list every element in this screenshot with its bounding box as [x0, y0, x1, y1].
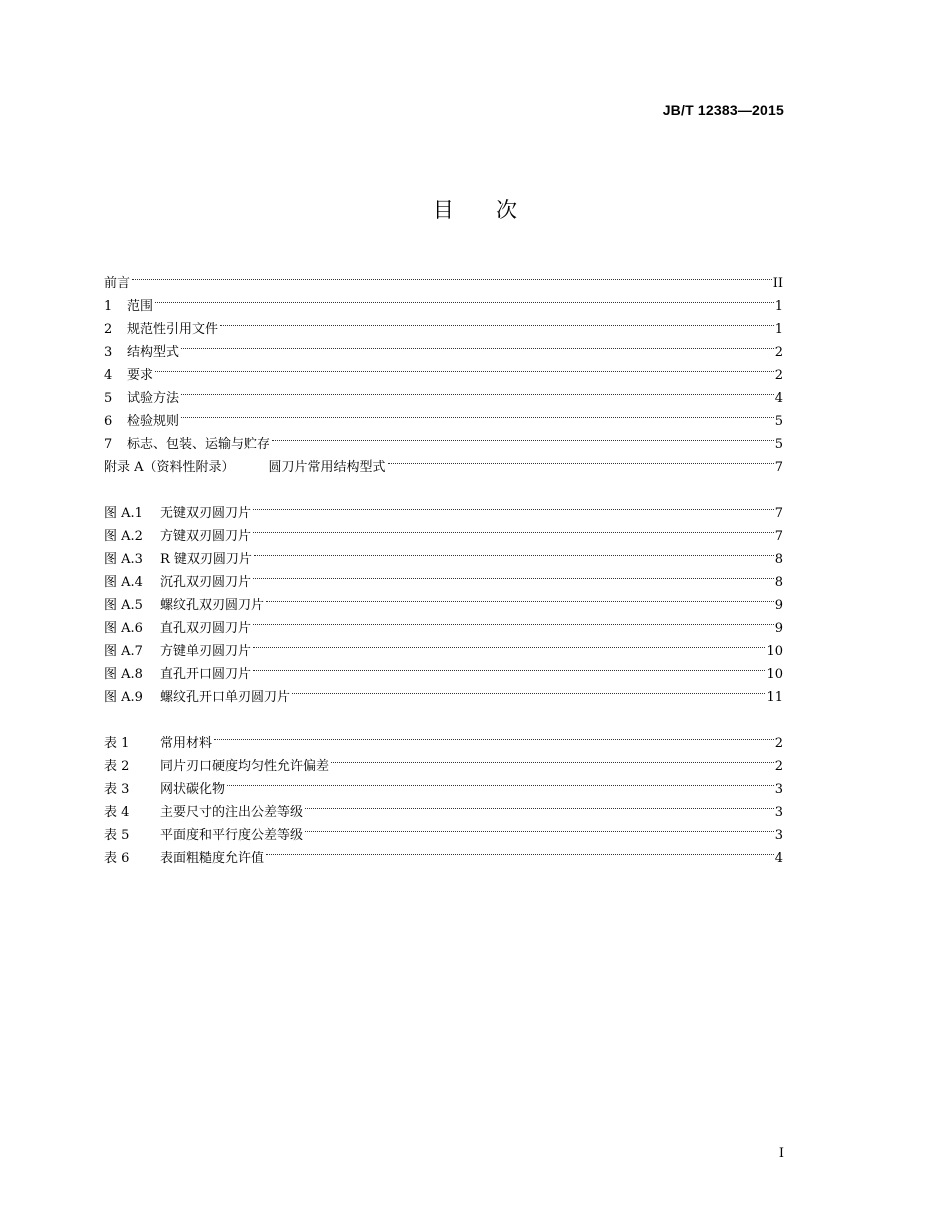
toc-entry-number: 图 A.3 — [104, 552, 143, 567]
toc-entry-section-3[interactable] — [104, 333, 783, 360]
dot-leader — [181, 333, 774, 356]
toc-entry-page: 9 — [774, 621, 783, 636]
toc-entry-number: 图 A.9 — [104, 690, 143, 705]
toc-entry-label: 规范性引用文件 — [127, 322, 219, 337]
toc-entry-label: 方键单刃圆刀片 — [160, 644, 252, 659]
toc-entry-number: 2 — [104, 322, 113, 337]
dot-leader — [155, 287, 774, 310]
toc-entry-label: 无键双刃圆刀片 — [160, 506, 252, 521]
toc-entry-page: 1 — [774, 322, 783, 337]
dot-leader — [253, 655, 765, 678]
dot-leader — [292, 678, 765, 701]
toc-entry-section-7[interactable] — [104, 425, 783, 452]
dot-leader — [253, 563, 774, 586]
dot-leader — [266, 586, 774, 609]
dot-leader — [253, 632, 765, 655]
toc-entry-page: 1 — [774, 299, 783, 314]
toc-entry-page: 7 — [774, 529, 783, 544]
toc-entry-label: 范围 — [127, 299, 154, 314]
toc-entry-page: 2 — [774, 345, 783, 360]
toc-entry-label: R 键双刃圆刀片 — [160, 552, 252, 567]
toc-entry-page: II — [772, 276, 783, 291]
toc-entry-number: 表 3 — [104, 782, 130, 797]
toc-entry-label: 结构型式 — [127, 345, 180, 360]
standard-number: JB/T 12383—2015 — [662, 102, 784, 118]
toc-entry-page: 9 — [774, 598, 783, 613]
toc-entry-label: 前言 — [104, 276, 131, 291]
toc-entry-label: 直孔双刃圆刀片 — [160, 621, 252, 636]
toc-entry-number: 图 A.8 — [104, 667, 143, 682]
dot-leader — [155, 356, 774, 379]
toc-entry-page: 4 — [774, 391, 783, 406]
toc-entry-page: 8 — [774, 575, 783, 590]
toc-entry-page: 3 — [774, 782, 783, 797]
toc-entry-label: 方键双刃圆刀片 — [160, 529, 252, 544]
toc-entry-label: 常用材料 — [160, 736, 213, 751]
toc-entry-section-6[interactable] — [104, 402, 783, 429]
toc-entry-number: 图 A.6 — [104, 621, 143, 636]
toc-entry-label: 平面度和平行度公差等级 — [160, 828, 304, 843]
dot-leader — [181, 379, 774, 402]
toc-entry-page: 10 — [766, 667, 783, 682]
toc-entry-number: 6 — [104, 414, 113, 429]
toc-entry-number: 图 A.2 — [104, 529, 143, 544]
dot-leader — [253, 517, 774, 540]
toc-entry-number: 图 A.1 — [104, 506, 143, 521]
toc-entry-label: 圆刀片常用结构型式 — [268, 460, 386, 475]
toc-entry-page: 5 — [774, 437, 783, 452]
dot-leader — [214, 724, 774, 747]
toc-entry-page: 5 — [774, 414, 783, 429]
dot-leader — [253, 494, 774, 517]
dot-leader — [272, 425, 774, 448]
toc-entry-number: 表 4 — [104, 805, 130, 820]
toc-title-char-1: 目 — [432, 198, 454, 222]
dot-leader — [132, 264, 772, 287]
toc-entry-page: 2 — [774, 736, 783, 751]
toc-entry-page: 4 — [774, 851, 783, 866]
toc-entry-label: 试验方法 — [127, 391, 180, 406]
toc-entry-page: 3 — [774, 828, 783, 843]
toc-entry-page: 8 — [774, 552, 783, 567]
dot-leader — [181, 402, 774, 425]
toc-tables — [104, 724, 783, 866]
toc-entry-foreword[interactable] — [104, 264, 783, 291]
toc-figures — [104, 494, 783, 705]
toc-entry-page: 7 — [774, 460, 783, 475]
dot-leader — [331, 747, 774, 770]
dot-leader — [220, 310, 774, 333]
toc-entry-page: 2 — [774, 368, 783, 383]
toc-entry-label: 螺纹孔开口单刃圆刀片 — [160, 690, 291, 705]
toc-entry-number: 7 — [104, 437, 113, 452]
dot-leader — [253, 609, 774, 632]
dot-leader — [266, 839, 774, 862]
toc-entry-label: 标志、包装、运输与贮存 — [127, 437, 271, 452]
dot-leader — [254, 540, 774, 563]
toc-entry-label: 网状碳化物 — [160, 782, 226, 797]
toc-entry-number: 图 A.7 — [104, 644, 143, 659]
toc-entry-number: 表 6 — [104, 851, 130, 866]
toc-entry-number: 5 — [104, 391, 113, 406]
toc-entry-number: 表 2 — [104, 759, 130, 774]
toc-entry-number: 1 — [104, 299, 113, 314]
toc-entry-label: 直孔开口圆刀片 — [160, 667, 252, 682]
toc-entry-figure[interactable] — [104, 494, 783, 521]
toc-entry-label: 要求 — [127, 368, 154, 383]
toc-entry-section-1[interactable] — [104, 287, 783, 314]
toc-entry-number: 表 5 — [104, 828, 130, 843]
toc-entry-label: 表面粗糙度允许值 — [160, 851, 265, 866]
dot-leader — [305, 816, 774, 839]
toc-entry-number: 图 A.5 — [104, 598, 143, 613]
toc-entry-page: 2 — [774, 759, 783, 774]
page-number: I — [778, 1146, 784, 1161]
toc-title — [0, 194, 950, 224]
toc-entry-label: 沉孔双刃圆刀片 — [160, 575, 252, 590]
toc-entry-number: 4 — [104, 368, 113, 383]
toc-entry-section-2[interactable] — [104, 310, 783, 337]
toc-entry-page: 10 — [766, 644, 783, 659]
toc-entry-table[interactable] — [104, 724, 783, 751]
toc-entry-number: 3 — [104, 345, 113, 360]
toc-entry-page: 3 — [774, 805, 783, 820]
dot-leader — [227, 770, 774, 793]
toc-entry-number: 表 1 — [104, 736, 130, 751]
toc-sections — [104, 264, 783, 475]
toc-entry-label: 螺纹孔双刃圆刀片 — [160, 598, 265, 613]
toc-entry-label: 检验规则 — [127, 414, 180, 429]
dot-leader — [388, 448, 774, 471]
toc-entry-number: 附录 A（资料性附录） — [104, 460, 235, 475]
toc-entry-label: 同片刃口硬度均匀性允许偏差 — [160, 759, 330, 774]
toc-entry-page: 7 — [774, 506, 783, 521]
toc-entry-number: 图 A.4 — [104, 575, 143, 590]
toc-entry-page: 11 — [766, 690, 783, 705]
table-of-contents — [104, 264, 783, 866]
dot-leader — [305, 793, 774, 816]
toc-entry-label: 主要尺寸的注出公差等级 — [160, 805, 304, 820]
toc-entry-section-4[interactable] — [104, 356, 783, 383]
toc-title-char-2: 次 — [496, 198, 518, 222]
toc-entry-section-5[interactable] — [104, 379, 783, 406]
